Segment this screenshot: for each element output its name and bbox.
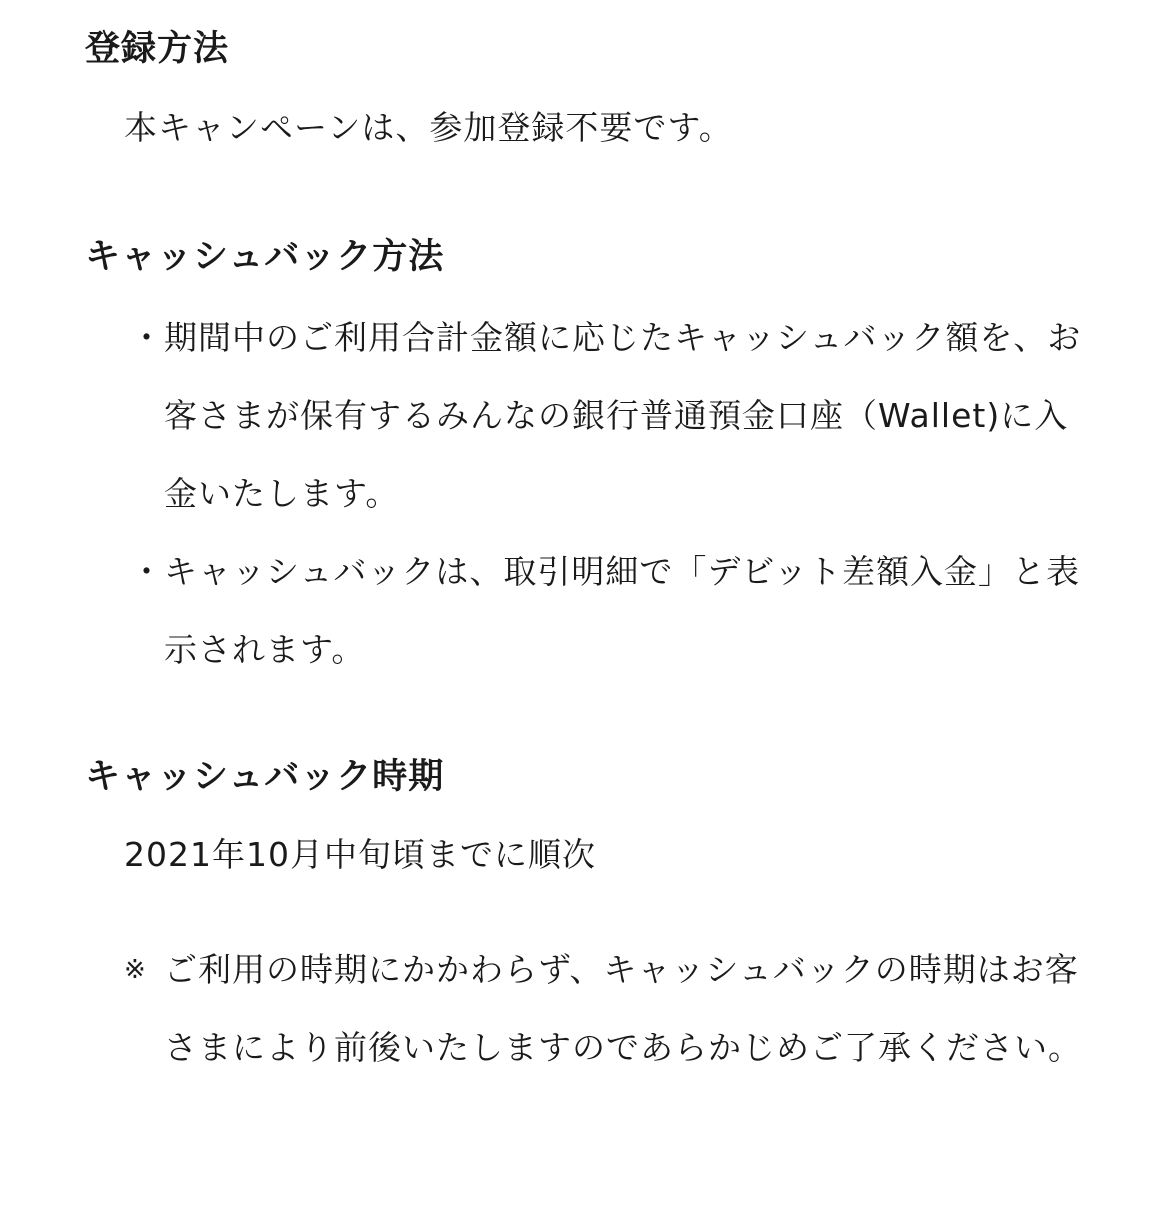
registration-heading: 登録方法 bbox=[85, 29, 230, 69]
cashback-timing-heading: キャッシュバック時期 bbox=[85, 757, 445, 797]
reference-mark-icon: ※ bbox=[124, 955, 147, 985]
list-item-text: キャッシュバックは、取引明細で「デビット差額入金」と表示されます。 bbox=[164, 552, 1081, 669]
registration-text: 本キャンペーンは、参加登録不要です。 bbox=[124, 108, 733, 147]
cashback-timing-text: 2021年10月中旬頃までに順次 bbox=[124, 835, 596, 874]
note-text: ご利用の時期にかかわらず、キャッシュバックの時期はお客さまにより前後いたしますのであらかじめご了承ください。 bbox=[164, 950, 1082, 1067]
cashback-method-heading: キャッシュバック方法 bbox=[85, 237, 445, 277]
cashback-method-list bbox=[124, 299, 1084, 689]
bullet-icon: ・ bbox=[130, 318, 164, 357]
list-item bbox=[124, 533, 1084, 689]
bullet-icon: ・ bbox=[130, 552, 164, 591]
list-item-text: 期間中のご利用合計金額に応じたキャッシュバック額を、お客さまが保有するみんなの銀行普通預金口座（Wallet)に入金いたします。 bbox=[164, 318, 1082, 513]
timing-note bbox=[124, 931, 1084, 1087]
list-item bbox=[124, 299, 1084, 533]
